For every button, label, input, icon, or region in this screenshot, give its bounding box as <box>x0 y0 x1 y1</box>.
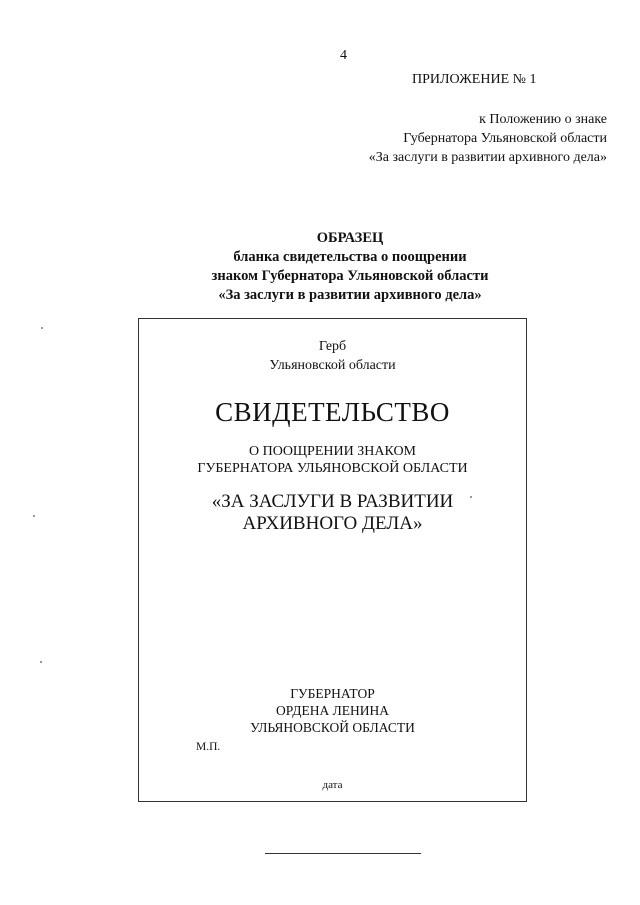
subtitle-line: ГУБЕРНАТОРА УЛЬЯНОВСКОЙ ОБЛАСТИ <box>197 461 468 476</box>
sample-heading-line: знаком Губернатора Ульяновской области <box>211 268 489 284</box>
scan-speck <box>40 661 42 663</box>
award-line: «ЗА ЗАСЛУГИ В РАЗВИТИИ <box>211 491 454 512</box>
sample-heading <box>140 229 560 305</box>
sample-heading-line: «За заслуги в развитии архивного дела» <box>218 287 482 303</box>
stamp-place-label: М.П. <box>196 741 221 753</box>
certificate-subtitle <box>139 443 526 477</box>
appendix-label: ПРИЛОЖЕНИЕ № 1 <box>412 72 537 87</box>
bottom-divider <box>265 853 421 854</box>
scan-speck <box>41 327 43 329</box>
governor-line: ОРДЕНА ЛЕНИНА <box>276 703 389 718</box>
award-name <box>139 491 526 535</box>
scan-speck <box>470 496 472 498</box>
reference-line: Губернатора Ульяновской области <box>403 131 607 146</box>
date-label: дата <box>322 779 343 791</box>
coat-of-arms-placeholder <box>139 337 526 375</box>
award-line: АРХИВНОГО ДЕЛА» <box>242 513 423 534</box>
sample-heading-line: ОБРАЗЕЦ <box>316 230 384 246</box>
coat-line: Ульяновской области <box>269 358 396 373</box>
governor-line: ГУБЕРНАТОР <box>290 686 375 701</box>
governor-signature-block <box>139 685 526 736</box>
page-number: 4 <box>340 48 347 63</box>
governor-line: УЛЬЯНОВСКОЙ ОБЛАСТИ <box>250 720 415 735</box>
coat-line: Герб <box>318 339 347 354</box>
reference-line: к Положению о знаке <box>479 112 607 127</box>
certificate-title: СВИДЕТЕЛЬСТВО <box>215 397 450 427</box>
scan-speck <box>33 515 35 517</box>
regulation-reference <box>307 110 607 167</box>
reference-line: «За заслуги в развитии архивного дела» <box>368 150 607 165</box>
sample-heading-line: бланка свидетельства о поощрении <box>233 249 467 265</box>
certificate-form <box>138 318 527 802</box>
subtitle-line: О ПООЩРЕНИИ ЗНАКОМ <box>248 444 416 459</box>
